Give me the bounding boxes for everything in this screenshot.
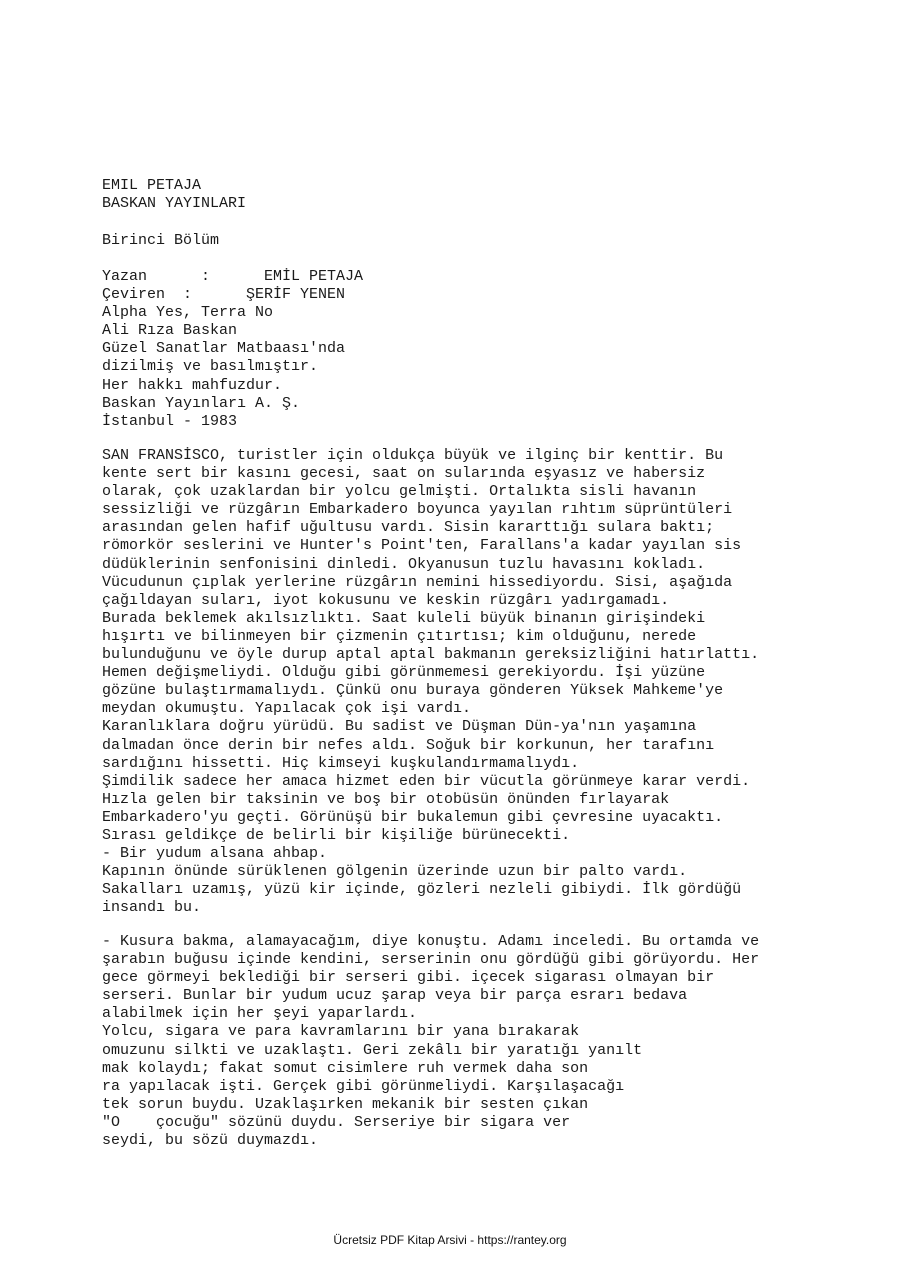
credit-line: Her hakkı mahfuzdur. xyxy=(102,376,283,394)
text-line: Embarkadero'yu geçti. Görünüşü bir bukalemun gibi çevresine uyacaktı. xyxy=(102,808,724,826)
text-line: serseri. Bunlar bir yudum ucuz şarap veya bir parça esrarı bedava xyxy=(102,987,688,1005)
text-line: insandı bu. xyxy=(102,899,202,917)
text-line: Kapının önünde sürüklenen gölgenin üzerinde uzun bir palto vardı. xyxy=(102,863,688,881)
text-line: tek sorun buydu. Uzaklaşırken mekanik bir sesten çıkan xyxy=(102,1095,589,1113)
text-line: mak kolaydı; fakat somut cisimlere ruh vermek daha son xyxy=(102,1059,589,1077)
credit-line: Baskan Yayınları A. Ş. xyxy=(102,394,301,412)
publisher-name: BASKAN YAYINLARI xyxy=(102,195,247,213)
text-line: seydi, bu sözü duymazdı. xyxy=(102,1132,319,1150)
story-text-part-1 xyxy=(102,447,759,917)
text-line: sardığını hissetti. Hiç kimseyi kuşkulandırmamalıydı. xyxy=(102,754,580,772)
credit-line: Ali Rıza Baskan xyxy=(102,322,238,340)
credit-line: Çeviren : ŞERİF YENEN xyxy=(102,286,346,304)
text-line: Hemen değişmeliydi. Olduğu gibi görünmemesi gerekiyordu. İşi yüzüne xyxy=(102,664,706,682)
credit-line: Alpha Yes, Terra No xyxy=(102,304,274,322)
text-line: çağıldayan suları, iyot kokusunu ve keskin rüzgârı yadırgamadı. xyxy=(102,591,670,609)
text-line: römorkör seslerini ve Hunter's Point'ten, Farallans'a kadar yayılan sis xyxy=(102,537,742,555)
credit-line: Yazan : EMİL PETAJA xyxy=(102,268,364,285)
text-line: kente sert bir kasını gecesi, saat on sularında eşyasız ve habersiz xyxy=(102,465,706,483)
footer-text: Ücretsiz PDF Kitap Arsivi - https://rantey.org xyxy=(333,1233,567,1247)
chapter-title: Birinci Bölüm xyxy=(102,232,220,249)
text-line: - Kusura bakma, alamayacağım, diye konuştu. Adamı inceledi. Bu ortamda ve xyxy=(102,933,760,950)
text-line: Hızla gelen bir taksinin ve boş bir otobüsün önünden fırlayarak xyxy=(102,790,670,808)
text-line: dalmadan önce derin bir nefes aldı. Soğuk bir korkunun, her tarafını xyxy=(102,736,715,754)
text-line: "O çocuğu" sözünü duydu. Serseriye bir sigara ver xyxy=(102,1113,571,1131)
text-line: Yolcu, sigara ve para kavramlarını bir yana bırakarak xyxy=(102,1023,580,1041)
text-line: düdüklerinin senfonisini dinledi. Okyanusun tuzlu havasını kokladı. xyxy=(102,555,706,573)
text-line: omuzunu silkti ve uzaklaştı. Geri zekâlı bir yaratığı yanılt xyxy=(102,1041,643,1059)
book-header xyxy=(102,177,246,213)
text-line: meydan okumuştu. Yapılacak çok işi vardı. xyxy=(102,700,472,718)
text-line: hışırtı ve bilinmeyen bir çizmenin çıtırtısı; kim olduğunu, nerede xyxy=(102,627,697,645)
text-line: sessizliği ve rüzgârın Embarkadero boyunca yayılan rıhtım süprüntüleri xyxy=(102,501,733,519)
credit-line: Güzel Sanatlar Matbaası'nda xyxy=(102,340,346,358)
text-line: Karanlıklara doğru yürüdü. Bu sadist ve Düşman Dün-ya'nın yaşamına xyxy=(102,718,697,736)
credit-line: dizilmiş ve basılmıştır. xyxy=(102,358,319,376)
text-line: Şimdilik sadece her amaca hizmet eden bir vücutla görünmeye karar verdi. xyxy=(102,772,751,790)
author-name: EMIL PETAJA xyxy=(102,177,202,194)
credits-block xyxy=(102,268,363,431)
text-line: arasından gelen hafif uğultusu vardı. Sisin kararttığı sulara baktı; xyxy=(102,519,715,537)
text-line: alabilmek için her şeyi yaparlardı. xyxy=(102,1005,418,1023)
text-line: ra yapılacak işti. Gerçek gibi görünmeliydi. Karşılaşacağı xyxy=(102,1077,625,1095)
text-line: bulunduğunu ve öyle durup aptal aptal bakmanın gereksizliğini hatırlattı. xyxy=(102,646,760,664)
text-line: olarak, çok uzaklardan bir yolcu gelmişti. Ortalıkta sisli havanın xyxy=(102,483,697,501)
text-line: Vücudunun çıplak yerlerine rüzgârın nemini hissediyordu. Sisi, aşağıda xyxy=(102,573,733,591)
text-line: Sakalları uzamış, yüzü kir içinde, gözleri nezleli gibiydi. İlk gördüğü xyxy=(102,881,742,899)
text-line: gece görmeyi beklediği bir serseri gibi. içecek sigarası olmayan bir xyxy=(102,969,715,987)
credit-line: İstanbul - 1983 xyxy=(102,412,238,430)
story-text-part-2 xyxy=(102,933,759,1150)
text-line: SAN FRANSİSCO, turistler için oldukça büyük ve ilginç bir kenttir. Bu xyxy=(102,447,724,464)
text-line: gözüne bulaştırmamalıydı. Çünkü onu buraya gönderen Yüksek Mahkeme'ye xyxy=(102,682,724,700)
chapter-heading xyxy=(102,232,219,250)
text-line: Sırası geldikçe de belirli bir kişiliğe bürünecekti. xyxy=(102,826,571,844)
text-line: Burada beklemek akılsızlıktı. Saat kuleli büyük binanın girişindeki xyxy=(102,609,706,627)
text-line: şarabın buğusu içinde kendini, serserinin onu gördüğü gibi görüyordu. Her xyxy=(102,951,760,969)
text-line: - Bir yudum alsana ahbap. xyxy=(102,845,328,863)
